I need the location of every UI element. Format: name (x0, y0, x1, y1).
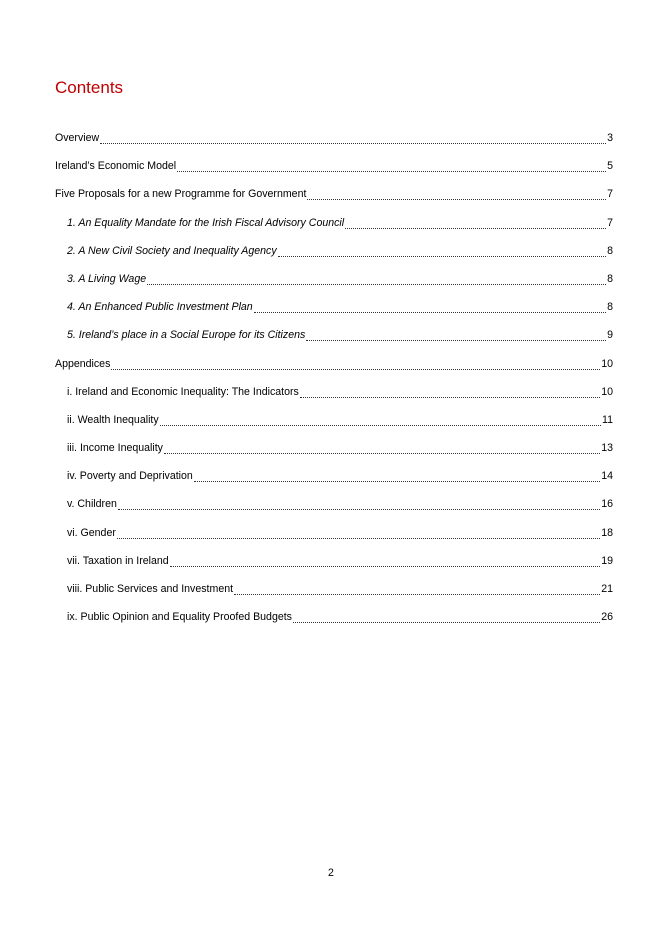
toc-entry-page[interactable]: 13 (601, 442, 613, 455)
toc-entry-page[interactable]: 8 (607, 301, 613, 314)
toc-entry-title[interactable]: 2. A New Civil Society and Inequality Agency (67, 244, 277, 257)
toc-entry-page[interactable]: 10 (601, 357, 613, 370)
toc-entry-page[interactable]: 7 (607, 188, 613, 201)
toc-entry-title[interactable]: vi. Gender (67, 526, 116, 539)
dot-leader (170, 552, 601, 567)
toc-entry[interactable] (55, 610, 613, 638)
dot-leader (306, 326, 606, 341)
toc-entry[interactable] (55, 497, 613, 525)
toc-entry[interactable] (55, 582, 613, 610)
dot-leader (117, 524, 600, 539)
toc-entry-title[interactable]: 4. An Enhanced Public Investment Plan (67, 301, 253, 314)
toc-entry-title[interactable]: 5. Ireland’s place in a Social Europe for its Citizens (67, 329, 306, 342)
toc-entry-page[interactable]: 11 (602, 413, 613, 426)
toc-entry-page[interactable]: 9 (607, 329, 613, 342)
toc-entry[interactable] (55, 300, 613, 328)
toc-entry[interactable] (55, 357, 613, 385)
contents-heading: Contents (55, 78, 124, 97)
toc-entry-page[interactable]: 26 (601, 611, 613, 624)
toc-entry-title[interactable]: 3. A Living Wage (67, 272, 147, 285)
toc-entry[interactable] (55, 328, 613, 356)
toc-entry-title[interactable]: v. Children (67, 498, 117, 511)
toc-entry-page[interactable]: 14 (601, 470, 613, 483)
dot-leader (307, 185, 606, 200)
toc-entry[interactable] (55, 272, 613, 300)
toc-entry-title[interactable]: Appendices (55, 357, 111, 370)
toc-entry-page[interactable]: 21 (601, 583, 613, 595)
dot-leader (147, 270, 606, 285)
toc-entry-page[interactable]: 16 (601, 498, 613, 511)
dot-leader (234, 580, 600, 595)
toc-entry-title[interactable]: ix. Public Opinion and Equality Proofed Budgets (67, 611, 292, 624)
toc-entry[interactable] (55, 413, 613, 441)
toc-entry[interactable] (55, 526, 613, 554)
dot-leader (300, 383, 600, 398)
toc-entry-title[interactable]: viii. Public Services and Investment (67, 583, 234, 595)
toc-entry[interactable] (55, 187, 613, 215)
toc-entry[interactable] (55, 554, 613, 582)
toc-entry-title[interactable]: Overview (55, 132, 100, 144)
dot-leader (254, 298, 606, 313)
toc-entry-title[interactable]: ii. Wealth Inequality (67, 413, 159, 426)
toc-entry-page[interactable]: 10 (601, 385, 613, 398)
toc-entry-title[interactable]: i. Ireland and Economic Inequality: The Indicators (67, 385, 299, 398)
toc-entry-title[interactable]: Ireland’s Economic Model (55, 160, 177, 173)
dot-leader (278, 242, 606, 257)
toc-entry-page[interactable]: 19 (601, 554, 613, 567)
dot-leader (345, 214, 606, 229)
dot-leader (194, 467, 600, 482)
dot-leader (111, 355, 600, 370)
page-number: 2 (328, 867, 334, 879)
toc-entry-page[interactable]: 18 (601, 526, 613, 539)
toc-entry-page[interactable]: 3 (607, 132, 613, 144)
toc-entry[interactable] (55, 216, 613, 244)
toc-entry-title[interactable]: Five Proposals for a new Programme for Government (55, 188, 307, 201)
toc-entry[interactable] (55, 385, 613, 413)
toc-entry[interactable] (55, 469, 613, 497)
toc-entry-title[interactable]: 1. An Equality Mandate for the Irish Fiscal Advisory Council (67, 216, 345, 229)
toc-entry[interactable] (55, 131, 613, 159)
toc-entry-title[interactable]: vii. Taxation in Ireland (67, 554, 169, 567)
toc-entry-page[interactable]: 8 (607, 272, 613, 285)
toc-entry-title[interactable]: iii. Income Inequality (67, 442, 163, 455)
toc-entry[interactable] (55, 244, 613, 272)
toc-entry[interactable] (55, 441, 613, 469)
dot-leader (118, 495, 600, 510)
dot-leader (160, 411, 601, 426)
dot-leader (164, 439, 600, 454)
toc-entry-page[interactable]: 5 (607, 160, 613, 173)
dot-leader (293, 608, 600, 623)
toc-entry-title[interactable]: iv. Poverty and Deprivation (67, 470, 193, 483)
toc-entry[interactable] (55, 159, 613, 187)
toc-entry-page[interactable]: 7 (607, 216, 613, 229)
toc-entry-page[interactable]: 8 (607, 244, 613, 257)
dot-leader (177, 157, 606, 172)
table-of-contents (55, 131, 613, 638)
dot-leader (100, 129, 606, 144)
